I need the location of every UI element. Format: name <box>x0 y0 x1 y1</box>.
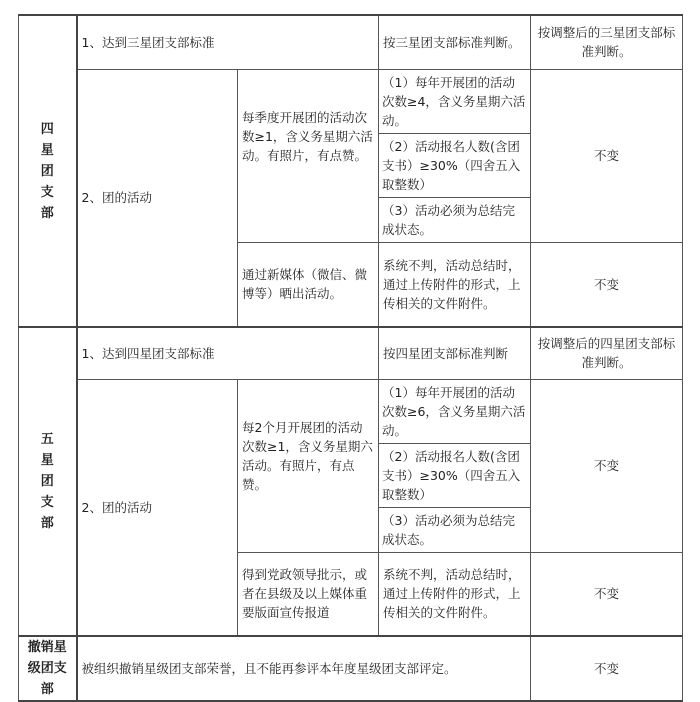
revoke-description: 被组织撤销星级团支部荣誉，且不能再参评本年度星级团支部评定。 <box>77 636 531 701</box>
four-star-activity-description: 每季度开展团的活动次数≥1，含义务星期六活动。有照片，有点赞。 <box>238 69 379 242</box>
five-star-activity-adjusted: 不变 <box>531 379 683 552</box>
four-star-criterion-item: （3）活动必须为总结完成状态。 <box>382 202 515 237</box>
five-star-section-label: 五 星 团 支 部 <box>19 327 77 636</box>
five-star-criterion-item: （2）活动报名人数(含团支书）≥30%（四舍五入取整数） <box>379 444 530 508</box>
star-branch-criteria-table <box>18 14 683 702</box>
revoke-section-label: 撤销星 级团支 部 <box>19 636 77 701</box>
five-star-media-criterion: 系统不判，活动总结时，通过上传附件的形式，上传相关的文件附件。 <box>379 552 531 636</box>
four-star-activity-criteria <box>379 69 531 242</box>
five-star-activity-criteria <box>379 379 531 552</box>
four-star-requirement-2: 2、团的活动 <box>77 69 238 327</box>
four-star-row-1 <box>19 15 683 69</box>
four-star-criterion-item: （1）每年开展团的活动次数≥4，含义务星期六活动。 <box>379 70 530 134</box>
four-star-requirement-1: 1、达到三星团支部标准 <box>77 15 379 69</box>
five-star-criterion-item: （1）每年开展团的活动次数≥6，含义务星期六活动。 <box>379 380 530 444</box>
revoke-adjusted: 不变 <box>531 636 683 701</box>
five-star-activity-description: 每2个月开展团的活动次数≥1，含义务星期六活动。有照片，有点赞。 <box>238 379 379 552</box>
four-star-media-criterion: 系统不判，活动总结时，通过上传附件的形式，上传相关的文件附件。 <box>379 242 531 327</box>
five-star-criterion-item: （3）活动必须为总结完成状态。 <box>382 512 515 547</box>
five-star-criterion-1: 按四星团支部标准判断 <box>379 327 531 379</box>
four-star-adjusted-1: 按调整后的三星团支部标准判断。 <box>531 15 683 69</box>
star-branch-criteria-table-wrapper <box>18 14 683 702</box>
four-star-row-2a <box>19 69 683 242</box>
four-star-activity-adjusted: 不变 <box>531 69 683 242</box>
five-star-row-2a <box>19 379 683 552</box>
five-star-row-1 <box>19 327 683 379</box>
five-star-requirement-2: 2、团的活动 <box>77 379 238 636</box>
five-star-requirement-1: 1、达到四星团支部标准 <box>77 327 379 379</box>
five-star-media-description: 得到党政领导批示，或者在县级及以上媒体重要版面宣传报道 <box>238 552 379 636</box>
five-star-adjusted-1: 按调整后的四星团支部标准判断。 <box>531 327 683 379</box>
four-star-section-label: 四 星 团 支 部 <box>19 15 77 327</box>
four-star-media-description: 通过新媒体（微信、微博等）晒出活动。 <box>238 242 379 327</box>
four-star-criterion-item: （2）活动报名人数(含团支书）≥30%（四舍五入取整数） <box>379 134 530 198</box>
four-star-media-adjusted: 不变 <box>531 242 683 327</box>
five-star-media-adjusted: 不变 <box>531 552 683 636</box>
revoke-row <box>19 636 683 701</box>
four-star-criterion-1: 按三星团支部标准判断。 <box>379 15 531 69</box>
